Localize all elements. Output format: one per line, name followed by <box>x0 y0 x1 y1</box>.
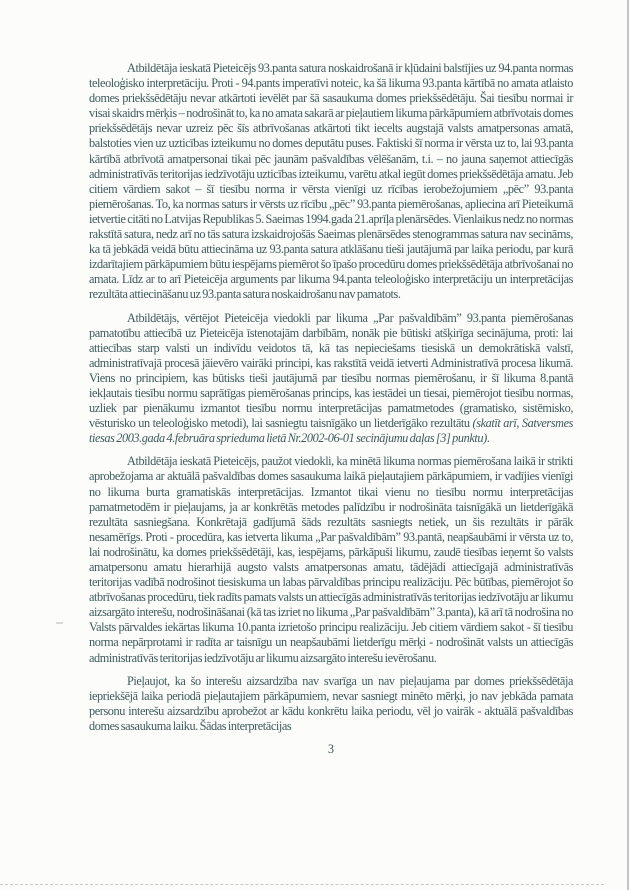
citation-italic: (skatīt arī, Satversmes tiesas 2003.gada 4.februāra sprieduma lietā Nr.2002-06-01 secinājumu daļas [3] punktu) <box>89 416 573 446</box>
scan-edge-right-artifact <box>627 0 629 890</box>
paragraph-2-text-after: . <box>486 431 490 446</box>
paragraph-3 <box>89 454 573 665</box>
scan-speck-artifact <box>56 622 63 624</box>
paragraph-1-text: Atbildētāja ieskatā Pieteicējs 93.panta satura noskaidrošanā ir kļūdaini balstījies uz 94.panta normas teleoloģisko interpretāciju. Proti - 94.pants imperatīvi noteic, ka šā likuma 93.panta kārtībā no amata atlaisto domes priekšsēdētāju nevar atkārtoti ievēlēt par šā sasaukuma domes priekšsēdētāju. Šai tiesību normai ir visai skaidrs mērķis – nodrošināt to, ka no amata sakarā ar pieļautiem likuma pārkāpumiem atbrīvotais domes priekšsēdētājs nevar uzreiz pēc šīs atbrīvošanas atkārtoti tikt iecelts augstajā valsts amatpersonas amatā, balstoties vien uz uzticības izteikumu no domes deputātu puses. Faktiski šī norma ir vērsta uz to, lai 93.panta kārtībā atbrīvotā amatpersonai tikai pēc jaunām pašvaldības vēlēšanām, t.i. – no jauna saņemot attiecīgās administratīvās teritorijas iedzīvotāju uzticības izteikumu, varētu atkal iegūt domes priekšsēdētāja amatu. Jeb citiem vārdiem sakot – šī tiesību norma ir vērsta vienīgi uz rīcības ierobežojumiem „pēc” 93.panta piemērošanas. To, ka normas saturs ir vērsts uz rīcību „pēc” 93.panta piemērošanas, apliecina arī Pieteikumā ietvertie citāti no Latvijas Republikas 5. Saeimas 1994.gada 21.aprīļa plenārsēdes. Vienlaikus nedz no normas rakstītā satura, nedz arī no tās satura izskaidrojošās Saeimas plenārsēdes stenogrammas satura nav secināms, ka tā jebkādā veidā būtu attiecināma uz 93.panta satura atklāšanu tieši jautājumā par laika periodu, par kurā izdarītajiem pārkāpumiem būtu iespējams piemērot šo īpašo procedūru domes priekšsēdētāja atbrīvošanai no amata. Līdz ar to arī Pieteicēja arguments par likuma 94.panta teleoloģisko interpretāciju un interpretācijas rezultāta attiecināšanu uz 93.panta satura noskaidrošanu nav pamatots. <box>89 61 573 302</box>
paragraph-2 <box>89 311 573 447</box>
page-number: 3 <box>327 742 335 757</box>
paragraph-4 <box>89 674 573 734</box>
scan-edge-bottom-artifact <box>0 884 604 885</box>
paragraph-2-text: Atbildētājs, vērtējot Pieteicēja viedokli par likuma „Par pašvaldībām” 93.panta piemērošanas pamatotību attiecībā uz Pieteicēja īstenotajām darbībām, nonāk pie būtiski atšķirīga secinājuma, proti: lai attiecības starp valsti un indivīdu veidotos tā, kā tas nepieciešams tiesiskā un demokrātiskā valstī, administratīvajā procesā jāievēro vairāki principi, kas rakstītā veidā ietverti Administratīvā procesa likumā. Viens no principiem, kas būtisks tieši jautājumā par tiesību normas piemērošanu, ir šī likuma 8.pantā iekļautais tiesību normu saprātīgas piemērošanas princips, kas iestādei un tiesai, piemērojot tiesību normas, uzliek par pienākumu izmantot tiesību normu interpretācijas pamatmetodes (gramatisko, sistēmisko, vēsturisko un teleoloģisko metodi), lai sasniegtu taisnīgāko un lietderīgāko rezultātu <box>89 310 573 431</box>
document-body <box>89 61 573 757</box>
paragraph-4-text: Pieļaujot, ka šo interešu aizsardzība nav svarīga un nav pieļaujama par domes priekšsēdētāja iepriekšējā laika periodā pieļautajiem pārkāpumiem, nevar sasniegt minēto mērķi, jo nav jebkāda pamata personu interešu aizsardzību aprobežot ar kādu konkrētu laika periodu, vēl jo vairāk - aktuālā pašvaldības domes sasaukuma laiku. Šādas interpretācijas <box>89 673 573 733</box>
paragraph-3-text: Atbildētāja ieskatā Pieteicējs, paužot viedokli, ka minētā likuma normas piemērošana laikā ir strikti aprobežojama ar aktuālā pašvaldības domes sasaukuma laikā pieļautajiem pārkāpumiem, ir vadījies vienīgi no likuma burta gramatiskās interpretācijas. Izmantot tikai vienu no tiesību normu interpretācijas pamatmetodēm ir pieļaujams, ja ar konkrētās metodes palīdzību ir nodrošināta taisnīgākā un lietderīgākā rezultāta sasniegšana. Konkrētajā gadījumā šāds rezultāts sasniegts netiek, un šis rezultāts ir pārāk nesamērīgs. Proti - procedūra, kas ietverta likuma „Par pašvaldībām” 93.pantā, neapšaubāmi ir vērsta uz to, lai nodrošinātu, ka domes priekšsēdētāji, kas, iespējams, pārkāpuši likumu, zaudē tiesības ieņemt šo valsts amatpersonu amatu hierarhijā augsto valsts amatpersonas amatu, tādējādi attiecīgajā administratīvās teritorijas vadībā nodrošinot tiesiskuma un labas pārvaldības principu realizāciju. Pēc būtības, piemērojot šo atbrīvošanas procedūru, tiek radīts pamats valsts un attiecīgās administratīvās teritorijas iedzīvotāju ar likumu aizsargāto interešu, nodrošināšanai (kā tas izriet no likuma „Par pašvaldībām” 3.panta), kā arī tā nodrošina no Valsts pārvaldes iekārtas likuma 10.panta izrietošo principu realizāciju. Jeb citiem vārdiem sakot - šī tiesību norma nepārprotami ir radīta ar taisnīgu un neapšaubāmi lietderīgu mērķi - nodrošināt valsts un attiecīgās administratīvās teritorijas iedzīvotāju ar likumu aizsargāto interešu ievērošanu. <box>89 454 573 665</box>
paragraph-1 <box>89 61 573 303</box>
